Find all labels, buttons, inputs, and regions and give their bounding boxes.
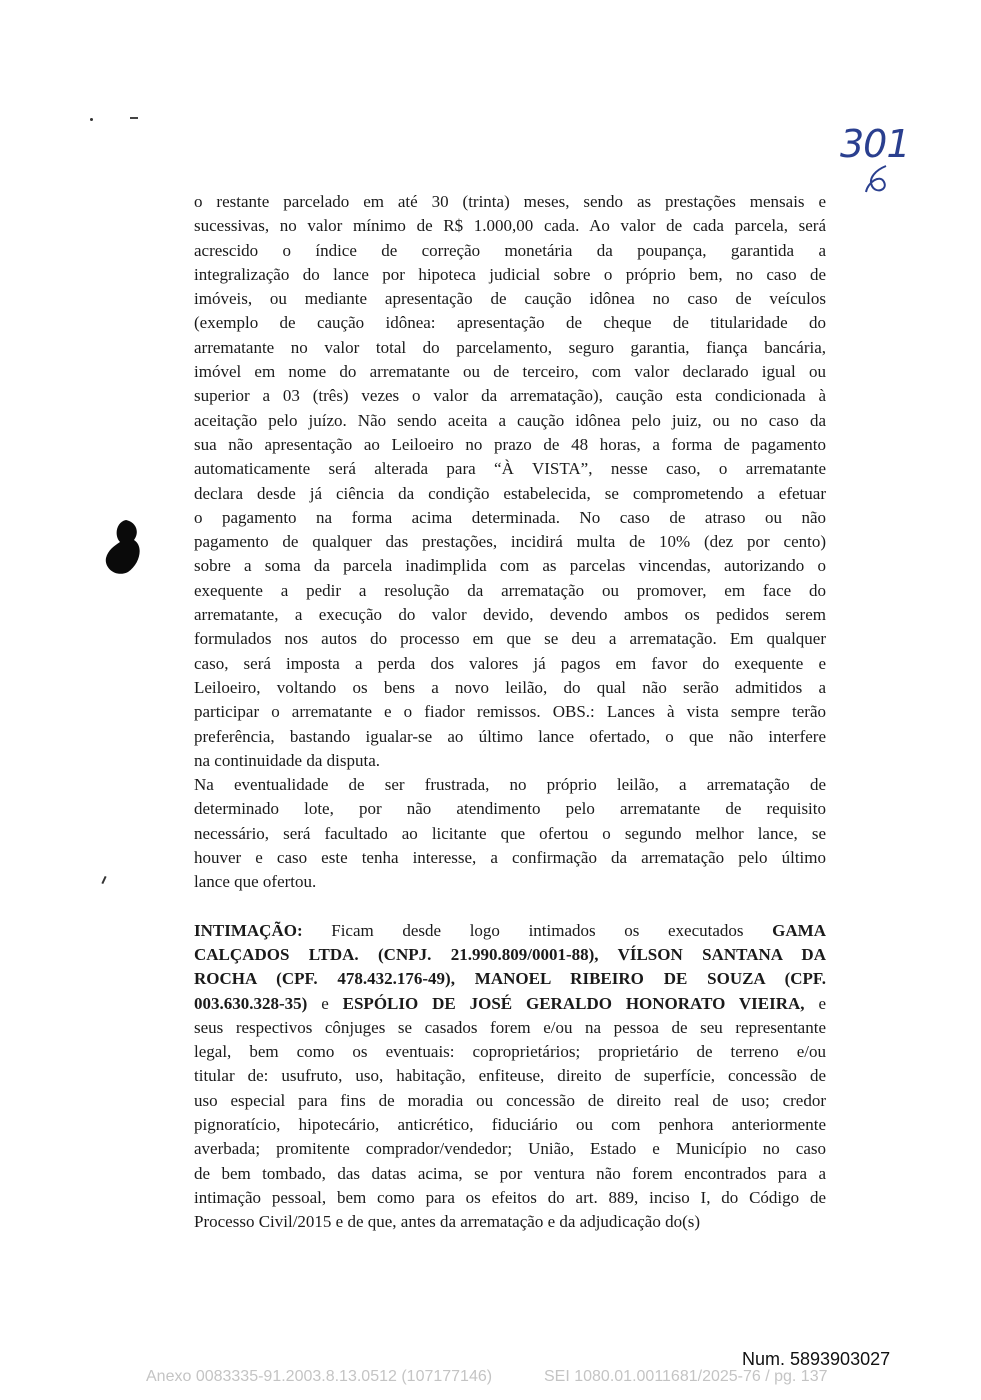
paragraph-line: o pagamento na forma acima determinada. No caso de atraso ou não (194, 507, 826, 527)
paragraph-line: lance que ofertou. (194, 872, 317, 892)
paragraph-line: sobre a soma da parcela inadimplida com as parcelas vincendas, autorizando o (194, 556, 826, 576)
paragraph-line: pagamento de qualquer das prestações, incidirá multa de 10% (dez por cento) (194, 532, 826, 552)
paragraph-line: integralização do lance por hipoteca judicial sobre o próprio bem, no caso de (194, 264, 826, 284)
paragraph-frustrada (194, 773, 826, 894)
intimacao-line-2: CALÇADOS LTDA. (CNPJ. 21.990.809/0001-88), VÍLSON SANTANA DA (194, 944, 826, 964)
intimacao-label: INTIMAÇÃO: (194, 920, 303, 940)
intimacao-line: pignoratício, hipotecário, anticrético, fiduciário ou com penhora anteriormente (194, 1114, 826, 1134)
intimacao-line: averbada; promitente comprador/vendedor; União, Estado e Município no caso (194, 1139, 826, 1159)
paragraph-line: acrescido o índice de correção monetária da poupança, garantida a (194, 240, 826, 260)
paragraph-line: houver e caso este tenha interesse, a confirmação da arrematação pelo último (194, 848, 826, 868)
paragraph-line: imóveis, ou mediante apresentação de caução idônea no caso de veículos (194, 289, 826, 309)
paragraph-line: caso, será imposta a perda dos valores já pagos em favor do exequente e (194, 653, 826, 673)
scan-speck (130, 117, 138, 119)
paragraph-line: declara desde já ciência da condição estabelecida, se comprometendo a efetuar (194, 483, 826, 503)
intimacao-line: Processo Civil/2015 e de que, antes da arrematação e da adjudicação do(s) (194, 1212, 701, 1232)
paragraph-line: necessário, será facultado ao licitante que ofertou o segundo melhor lance, se (194, 823, 826, 843)
paragraph-line: superior a 03 (três) vezes o valor da arrematação), caução esta condicionada à (194, 386, 826, 406)
paragraph-line: determinado lote, por não atendimento pelo arrematante de requisito (194, 799, 826, 819)
intimacao-line: uso especial para fins de moradia ou concessão de direito real de uso; credor (194, 1090, 826, 1110)
intimacao-line: titular de: usufruto, uso, habitação, enfiteuse, direito de superfície, concessão de (194, 1066, 826, 1086)
paragraph-line: exequente a pedir a resolução da arrematação ou promover, em face do (194, 580, 826, 600)
intimacao-line: seus respectivos cônjuges se casados forem e/ou na pessoa de seu representante (194, 1017, 826, 1037)
paragraph-line: o restante parcelado em até 30 (trinta) meses, sendo as prestações mensais e (194, 192, 826, 211)
document-number: Num. 5893903027 (742, 1349, 891, 1369)
paragraph-line: na continuidade da disputa. (194, 750, 381, 770)
paragraph-line: (exemplo de caução idônea: apresentação de cheque de titularidade do (194, 313, 826, 333)
paragraph-line: imóvel em nome do arrematante ou de terceiro, com valor declarado igual ou (194, 362, 826, 382)
paragraph-line: preferência, bastando igualar-se ao último lance ofertado, o que não interfere (194, 726, 826, 746)
paragraph-line: aceitação pelo juízo. Não sendo aceita a caução idônea pelo juiz, ou no caso da (194, 410, 826, 430)
ink-blot-icon (100, 518, 146, 578)
paragraph-line: sua não apresentação ao Leiloeiro no prazo de 48 horas, a forma de pagamento (194, 434, 826, 454)
paragraph-line: Na eventualidade de ser frustrada, no próprio leilão, a arrematação de (194, 775, 826, 795)
intimacao-line: intimação pessoal, bem como para os efeitos do art. 889, inciso I, do Código de (194, 1187, 826, 1207)
paragraph-parcelamento (194, 190, 826, 773)
handwritten-initials-icon (858, 160, 898, 200)
intimacao-rest (194, 1016, 826, 1235)
intimacao-line: legal, bem como os eventuais: coproprietários; proprietário de terreno e/ou (194, 1042, 826, 1062)
intimacao-line-4: 003.630.328-35) e ESPÓLIO DE JOSÉ GERALDO HONORATO VIEIRA, e (194, 993, 826, 1013)
scan-speck (90, 118, 93, 121)
intimacao-line-3: ROCHA (CPF. 478.432.176-49), MANOEL RIBEIRO DE SOUZA (CPF. (194, 969, 826, 989)
document-body (194, 190, 826, 1234)
paragraph-line: arrematante, a execução do valor devido, devendo ambos os pedidos serem (194, 605, 826, 625)
paragraph-line: Leiloeiro, voltando os bens a novo leilão, do qual não serão admitidos a (194, 677, 826, 697)
scan-mark (101, 876, 106, 884)
paragraph-line: arrematante no valor total do parcelamento, seguro garantia, fiança bancária, (194, 337, 826, 357)
intimacao-line: de bem tombado, das datas acima, se por ventura não forem encontrados para a (194, 1163, 826, 1183)
handwritten-page-number: 301 (840, 122, 910, 166)
paragraph-intimacao (194, 919, 826, 1235)
annex-reference: Anexo 0083335-91.2003.8.13.0512 (107177146) (146, 1368, 493, 1385)
paragraph-line: automaticamente será alterada para “À VISTA”, nesse caso, o arrematante (194, 459, 826, 479)
paragraph-line: sucessivas, no valor mínimo de R$ 1.000,00 cada. Ao valor de cada parcela, será (194, 216, 826, 236)
intimacao-line-1: INTIMAÇÃO: Ficam desde logo intimados os executados GAMA (194, 920, 826, 940)
paragraph-line: participar o arrematante e o fiador remissos. OBS.: Lances à vista sempre terão (194, 702, 826, 722)
paragraph-line: formulados nos autos do processo em que se deu a arrematação. Em qualquer (194, 629, 826, 649)
sei-reference: SEI 1080.01.0011681/2025-76 / pg. 137 (544, 1368, 828, 1385)
